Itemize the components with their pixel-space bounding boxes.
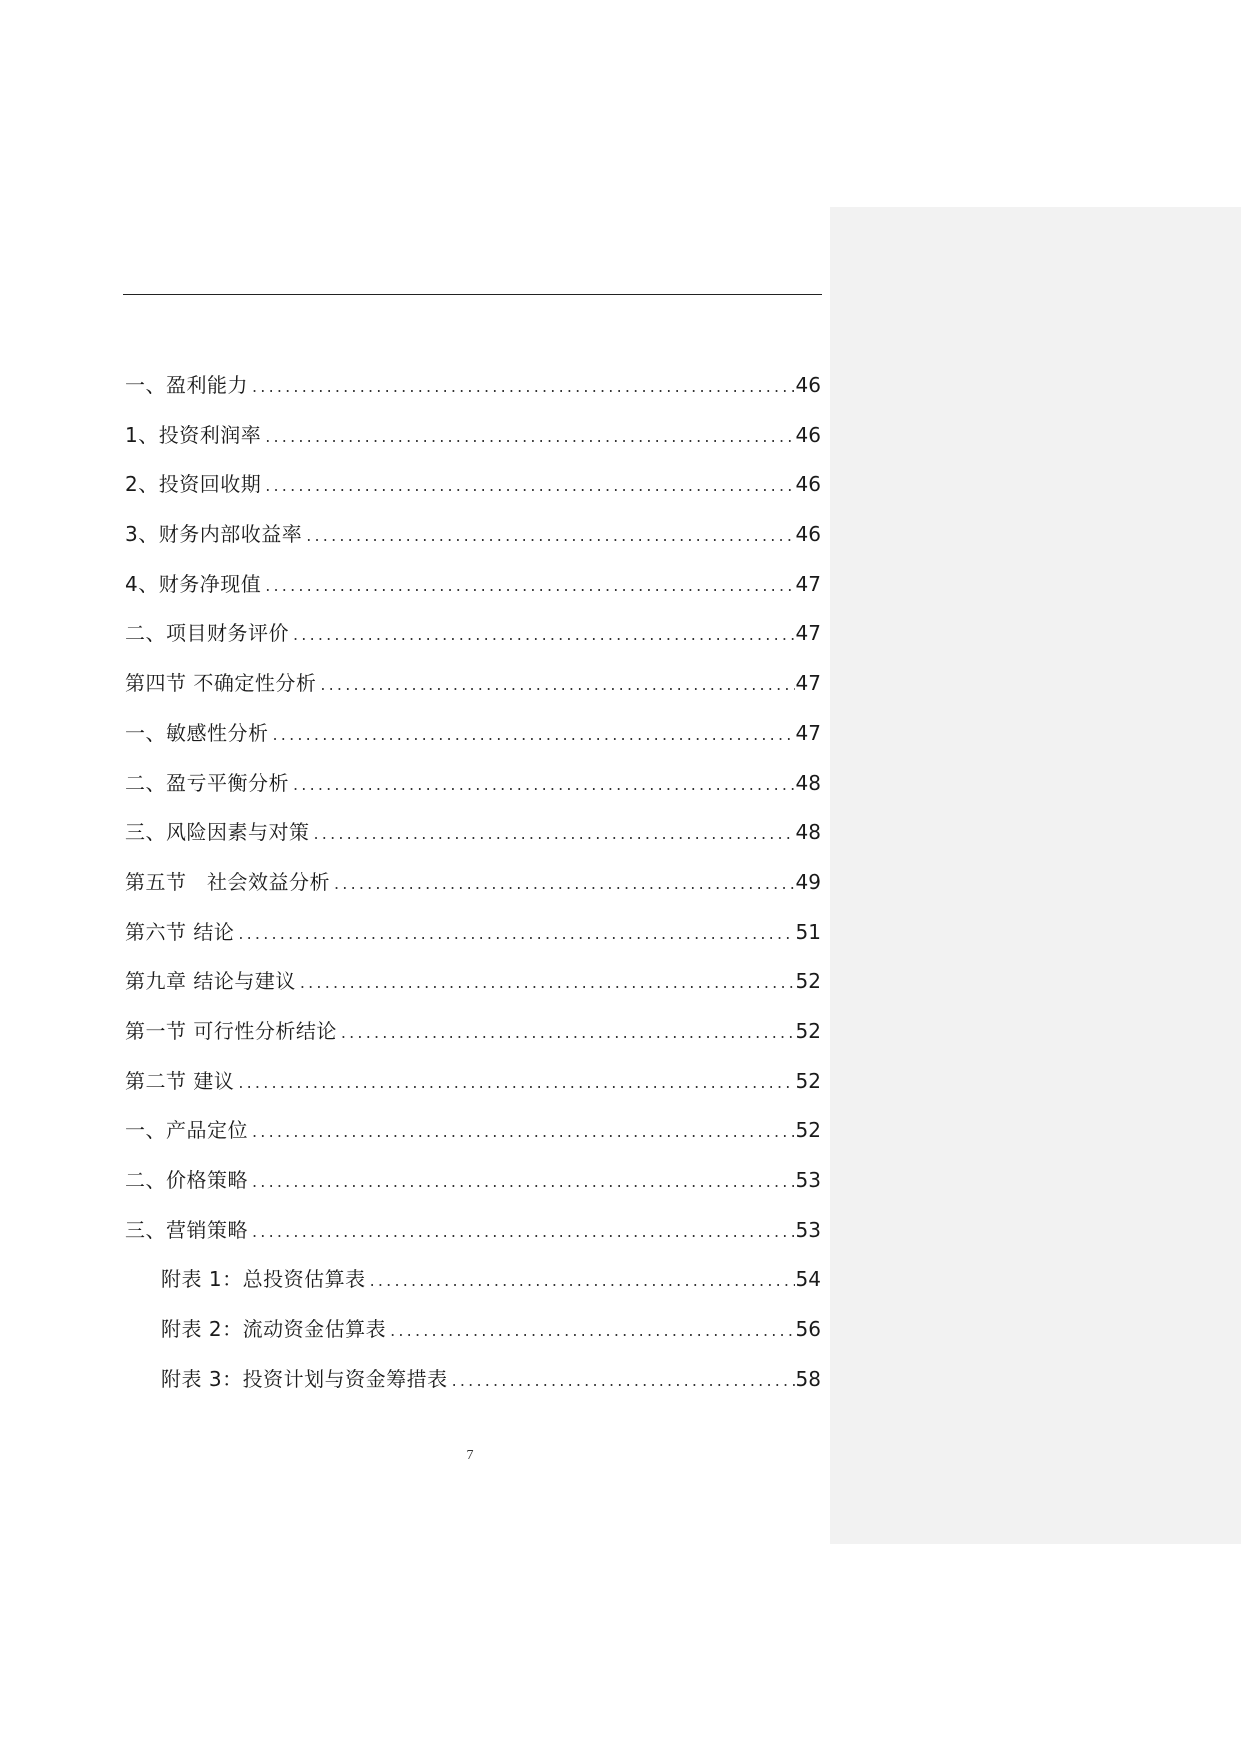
toc-entry-page: 47 (795, 621, 821, 646)
toc-entry-title: 一、盈利能力 (125, 373, 248, 397)
toc-leader-dots (448, 1366, 795, 1396)
toc-entry-title: 第五节 社会效益分析 (125, 869, 330, 894)
toc-entry[interactable] (125, 370, 821, 420)
toc-entry-page: 53 (795, 1168, 821, 1192)
toc-entry[interactable] (125, 519, 821, 569)
toc-entry-page: 52 (795, 1018, 821, 1043)
toc-entry-title: 一、敏感性分析 (125, 720, 269, 745)
toc-leader-dots (316, 670, 795, 700)
toc-entry-page: 53 (795, 1217, 821, 1242)
toc-entry[interactable] (125, 718, 821, 768)
toc-entry[interactable] (125, 768, 821, 818)
toc-entry-page: 46 (795, 422, 821, 447)
toc-entry-title: 第四节 不确定性分析 (125, 671, 317, 696)
toc-leader-dots (366, 1266, 795, 1296)
toc-entry[interactable] (125, 1314, 821, 1364)
toc-entry[interactable] (125, 1264, 821, 1314)
toc-leader-dots (261, 422, 795, 452)
toc-entry-page: 47 (795, 671, 821, 696)
toc-entry-page: 58 (795, 1366, 821, 1391)
toc-entry-title: 第六节 结论 (125, 919, 235, 944)
comment-pane (830, 207, 1241, 1544)
toc-entry[interactable] (125, 1066, 821, 1116)
toc-entry-page: 56 (795, 1317, 821, 1342)
toc-entry-title: 三、风险因素与对策 (125, 820, 310, 845)
toc-entry-page: 46 (795, 522, 821, 547)
toc-entry[interactable] (125, 966, 821, 1016)
toc-entry-page: 47 (795, 720, 821, 745)
toc-entry[interactable] (125, 569, 821, 619)
toc-entry-title: 第九章 结论与建议 (125, 969, 296, 994)
toc-leader-dots (261, 571, 795, 601)
toc-entry-page: 52 (795, 1118, 821, 1143)
toc-entry-title: 1、投资利润率 (125, 422, 262, 447)
header-rule (123, 294, 822, 295)
toc-leader-dots (289, 620, 795, 650)
toc-leader-dots (296, 968, 795, 998)
toc-entry-title: 第一节 可行性分析结论 (125, 1018, 337, 1043)
toc-entry-page: 54 (795, 1267, 821, 1292)
toc-entry-title: 3、财务内部收益率 (125, 522, 303, 547)
page-number: 7 (466, 1448, 474, 1463)
toc-leader-dots (337, 1018, 795, 1048)
toc-entry[interactable] (125, 469, 821, 519)
toc-entry[interactable] (125, 668, 821, 718)
toc-entry-page: 48 (795, 820, 821, 845)
toc-entry[interactable] (125, 917, 821, 967)
toc-leader-dots (261, 471, 795, 501)
toc-leader-dots (289, 770, 795, 800)
toc-entry-title: 附表 2：流动资金估算表 (161, 1317, 387, 1342)
toc-entry-page: 49 (795, 869, 821, 894)
toc-entry[interactable] (125, 817, 821, 867)
toc-entry[interactable] (125, 1115, 821, 1165)
toc-leader-dots (248, 372, 795, 402)
toc-entry-title: 二、盈亏平衡分析 (125, 770, 289, 795)
toc-entry-title: 二、项目财务评价 (125, 621, 289, 646)
toc-entry-title: 2、投资回收期 (125, 472, 262, 497)
toc-entry-page: 46 (795, 373, 821, 397)
toc-leader-dots (302, 521, 795, 551)
toc-entry-title: 一、产品定位 (125, 1118, 248, 1143)
toc-entry[interactable] (125, 618, 821, 668)
toc-entry-title: 4、财务净现值 (125, 571, 262, 596)
toc-leader-dots (330, 869, 795, 899)
toc-entry-page: 51 (795, 919, 821, 944)
toc-entry-title: 第二节 建议 (125, 1068, 235, 1093)
toc-entry-page: 47 (795, 571, 821, 596)
toc-leader-dots (248, 1217, 795, 1247)
toc-leader-dots (269, 720, 796, 750)
toc-entry[interactable] (125, 1016, 821, 1066)
toc-entry-title: 二、价格策略 (125, 1168, 248, 1192)
toc-entry-title: 附表 3：投资计划与资金筹措表 (161, 1366, 448, 1391)
toc-entry-page: 48 (795, 770, 821, 795)
toc-leader-dots (248, 1167, 795, 1197)
toc-entry[interactable] (125, 1364, 821, 1414)
toc-entry-page: 52 (795, 1068, 821, 1093)
toc-leader-dots (234, 1068, 795, 1098)
toc-leader-dots (386, 1316, 795, 1346)
toc-entry[interactable] (125, 420, 821, 470)
toc-leader-dots (248, 1117, 795, 1147)
toc-entry-title: 附表 1：总投资估算表 (161, 1267, 366, 1292)
toc-leader-dots (310, 819, 796, 849)
table-of-contents (125, 370, 821, 1413)
toc-entry[interactable] (125, 1215, 821, 1265)
toc-entry-page: 46 (795, 472, 821, 497)
toc-entry-title: 三、营销策略 (125, 1217, 248, 1242)
toc-entry-page: 52 (795, 969, 821, 994)
toc-entry[interactable] (125, 1165, 821, 1215)
toc-entry[interactable] (125, 867, 821, 917)
toc-leader-dots (234, 919, 795, 949)
